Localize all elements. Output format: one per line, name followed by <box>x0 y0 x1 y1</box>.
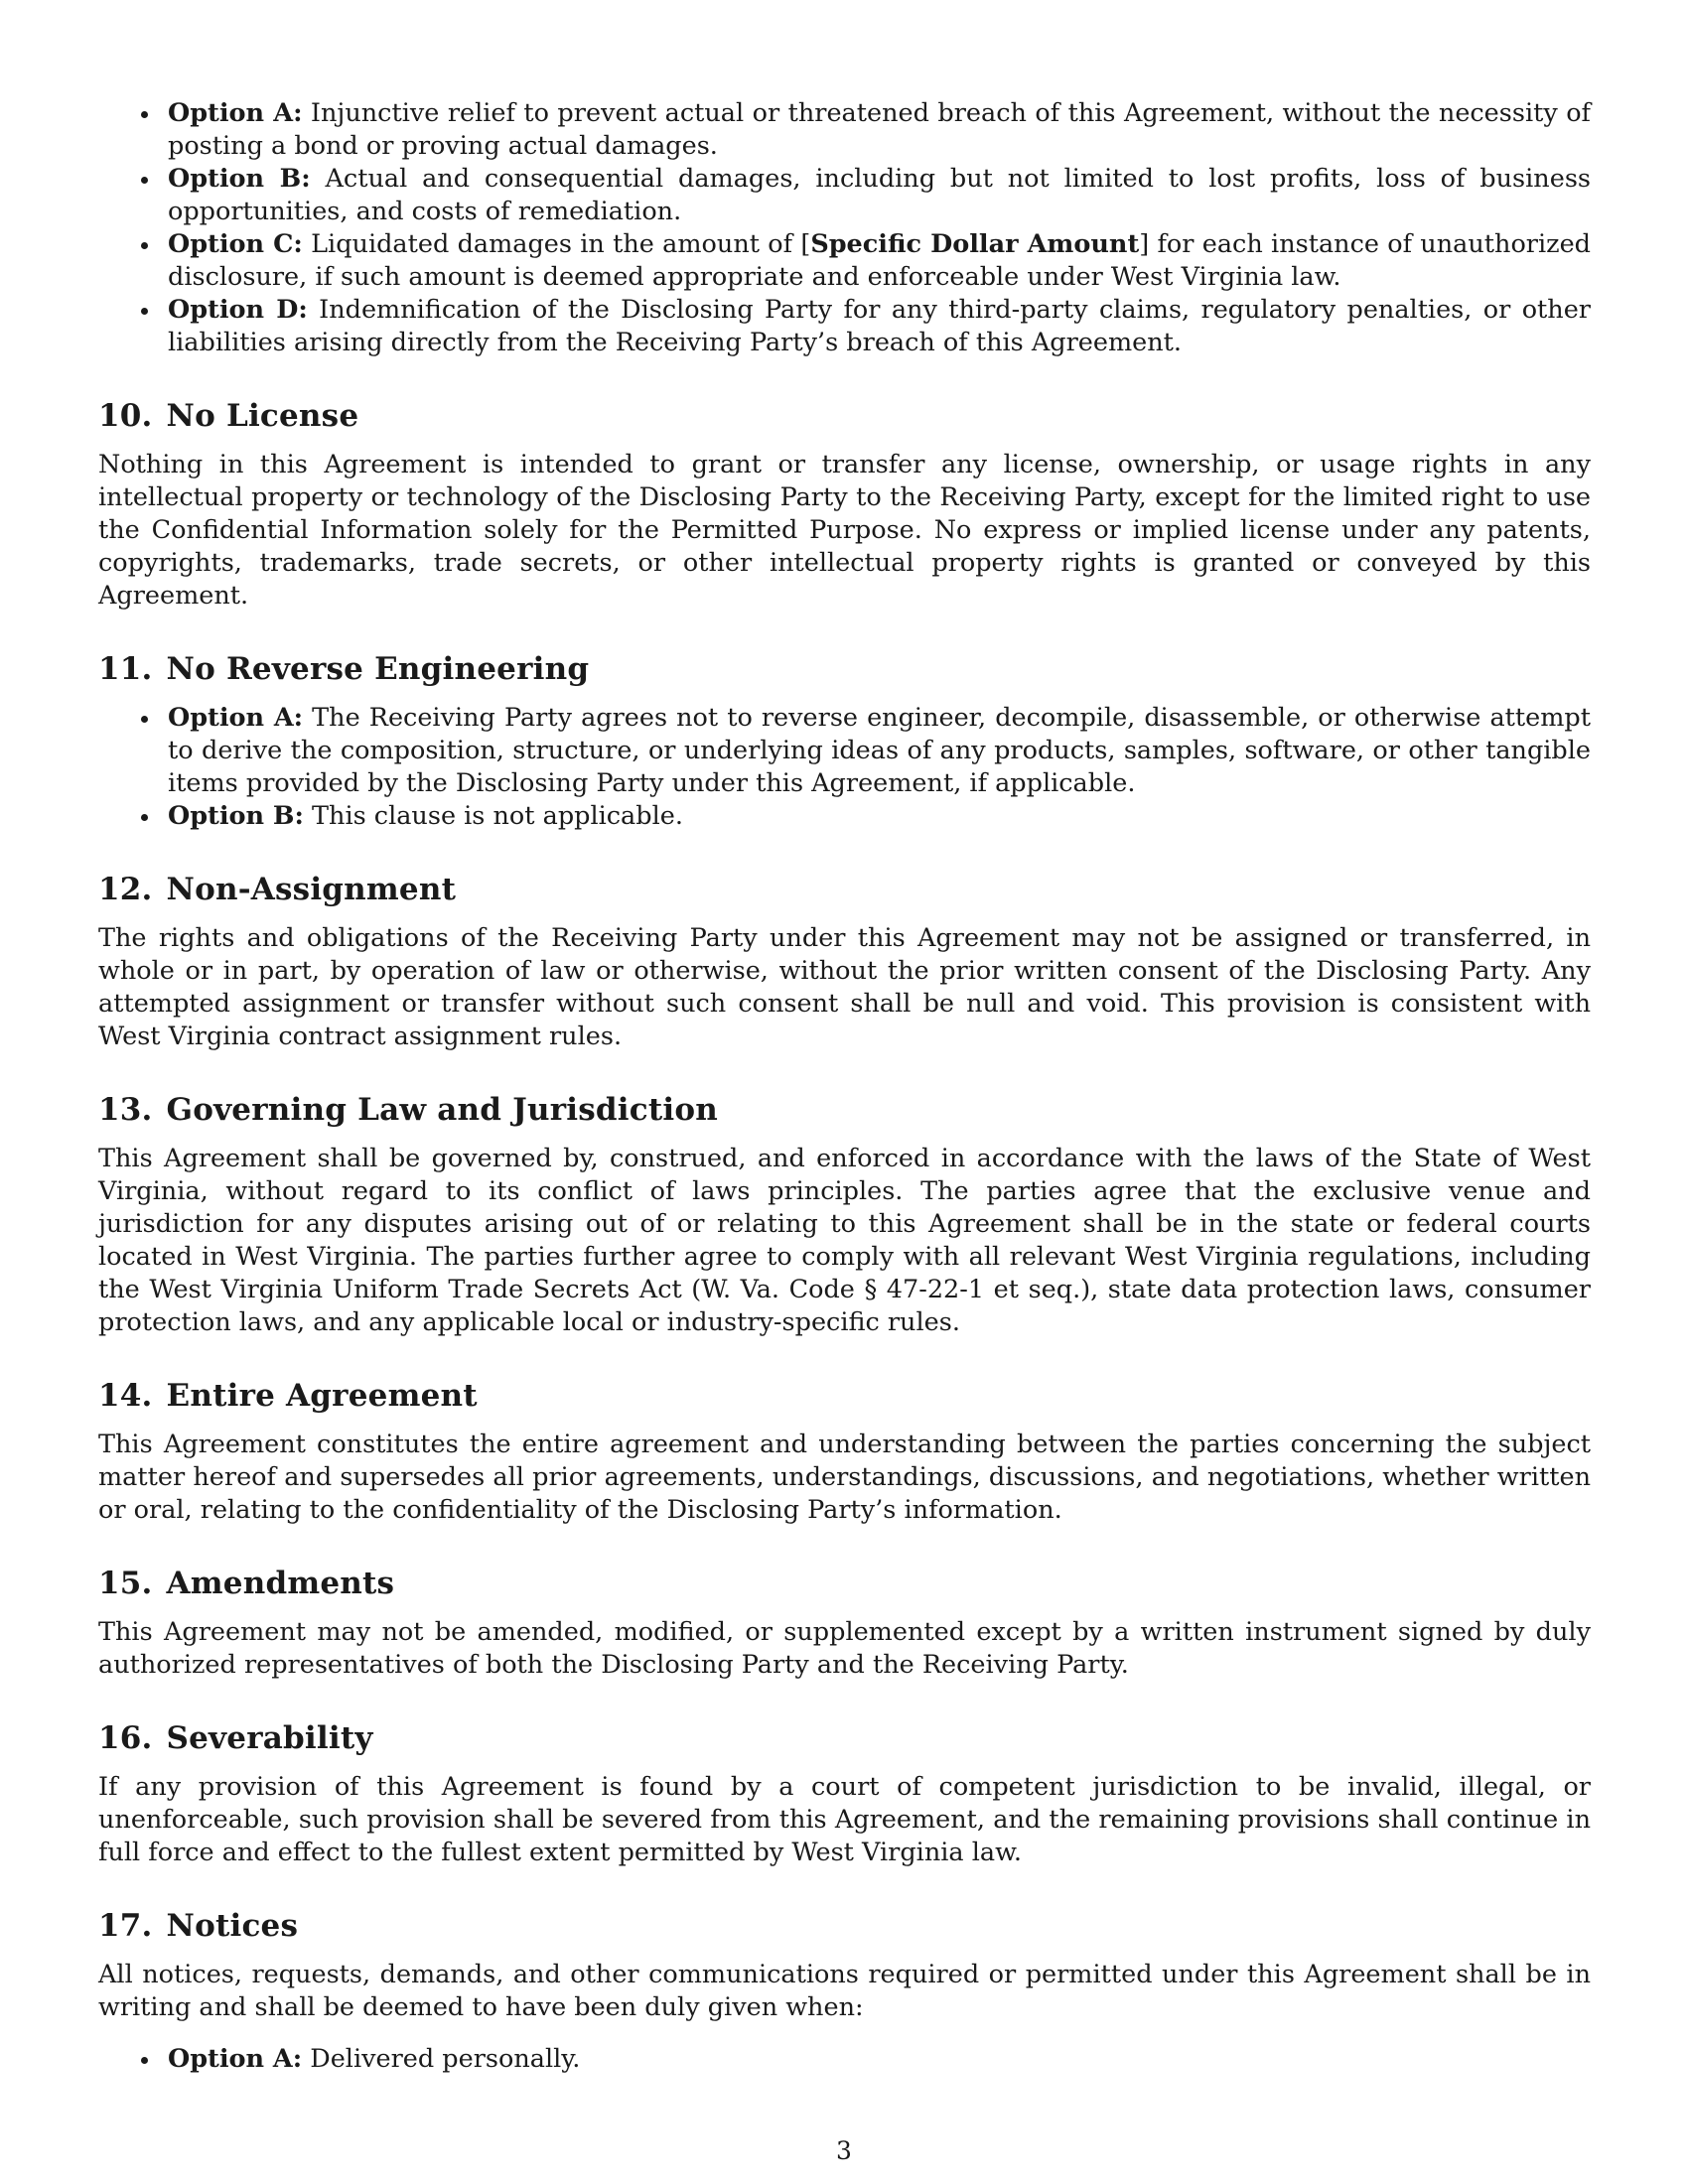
option-text: This clause is not applicable. <box>303 801 683 831</box>
remedy-option-a <box>168 97 1591 163</box>
section-title: No License <box>166 398 359 434</box>
section-heading <box>98 1377 1591 1415</box>
remedy-option-d <box>168 294 1591 359</box>
section-number: 11. <box>98 651 153 687</box>
remedy-option-c <box>168 228 1591 294</box>
option-list <box>98 702 1591 833</box>
section-title: Amendments <box>166 1566 395 1601</box>
section-heading <box>98 1719 1591 1757</box>
option-label: Option B: <box>168 801 304 831</box>
section-number: 15. <box>98 1566 153 1601</box>
section-number: 13. <box>98 1092 153 1128</box>
option-text: Delivered personally. <box>302 2044 581 2074</box>
remedies-option-list <box>98 97 1591 359</box>
section-heading <box>98 871 1591 908</box>
section-severability <box>98 1719 1591 1869</box>
section-no-reverse-engineering <box>98 650 1591 833</box>
section-notices <box>98 1907 1591 2076</box>
option-label: Option A: <box>168 98 303 128</box>
option-label: Option C: <box>168 229 303 259</box>
section-amendments <box>98 1565 1591 1682</box>
section-heading <box>98 650 1591 688</box>
option-label: Option A: <box>168 703 304 733</box>
option-text: The Receiving Party agrees not to reverse engineer, decompile, disassemble, or otherwise attempt to derive the composition, structure, or underlying ideas of any products, samples, software, or other tangible items provided by the Disclosing Party under this Agreement, if applicable. <box>168 703 1591 798</box>
section-body: Nothing in this Agreement is intended to grant or transfer any license, ownership, or usage rights in any intellectual property or technology of the Disclosing Party to the Receiving Party, except for the limited right to use the Confidential Information solely for the Permitted Purpose. No express or implied license under any patents, copyrights, trademarks, trade secrets, or other intellectual property rights is granted or conveyed by this Agreement. <box>98 450 1591 611</box>
section-number: 16. <box>98 1720 153 1756</box>
page-number: 3 <box>836 2136 852 2165</box>
section-number: 12. <box>98 872 153 907</box>
section-title: Entire Agreement <box>166 1378 478 1414</box>
option-text: Injunctive relief to prevent actual or threatened breach of this Agreement, without the necessity of posting a bond or proving actual damages. <box>168 98 1591 161</box>
amount-placeholder: Specific Dollar Amount <box>810 229 1140 259</box>
section-title: Governing Law and Jurisdiction <box>166 1092 718 1128</box>
section-no-license <box>98 397 1591 613</box>
section-heading <box>98 1091 1591 1129</box>
option-text: Liquidated damages in the amount of [ <box>302 229 811 259</box>
section-heading <box>98 1565 1591 1602</box>
option-text: ] for each instance of unauthorized disclosure, if such amount is deemed appropriate and enforceable under West Virginia law. <box>168 229 1591 292</box>
option-text: Indemnification of the Disclosing Party for any third-party claims, regulatory penalties, or other liabilities arising directly from the Receiving Party’s breach of this Agreement. <box>168 295 1591 357</box>
option-b <box>168 800 1591 833</box>
section-body: The rights and obligations of the Receiving Party under this Agreement may not be assigned or transferred, in whole or in part, by operation of law or otherwise, without the prior written consent of the Disclosing Party. Any attempted assignment or transfer without such consent shall be null and void. This provision is consistent with West Virginia contract assignment rules. <box>98 923 1591 1051</box>
option-label: Option B: <box>168 164 311 194</box>
option-label: Option D: <box>168 295 308 325</box>
section-title: Severability <box>166 1720 373 1756</box>
option-label: Option A: <box>168 2044 303 2074</box>
section-title: No Reverse Engineering <box>166 651 590 687</box>
section-heading <box>98 1907 1591 1945</box>
section-number: 10. <box>98 398 153 434</box>
section-body: If any provision of this Agreement is found by a court of competent jurisdiction to be invalid, illegal, or unenforceable, such provision shall be severed from this Agreement, and the remaining provisions shall continue in full force and effect to the fullest extent permitted by West Virginia law. <box>98 1772 1591 1867</box>
section-body: This Agreement shall be governed by, construed, and enforced in accordance with the laws of the State of West Virginia, without regard to its conflict of laws principles. The parties agree that the exclusive venue and jurisdiction for any disputes arising out of or relating to this Agreement shall be in the state or federal courts located in West Virginia. The parties further agree to comply with all relevant West Virginia regulations, including the West Virginia Uniform Trade Secrets Act (W. Va. Code § 47-22-1 et seq.), state data protection laws, consumer protection laws, and any applicable local or industry-specific rules. <box>98 1144 1591 1337</box>
option-list <box>98 2043 1591 2076</box>
option-text: Actual and consequential damages, including but not limited to lost profits, loss of business opportunities, and costs of remediation. <box>168 164 1591 226</box>
section-governing-law <box>98 1091 1591 1339</box>
section-non-assignment <box>98 871 1591 1053</box>
option-a <box>168 2043 1591 2076</box>
section-body: This Agreement may not be amended, modified, or supplemented except by a written instrument signed by duly authorized representatives of both the Disclosing Party and the Receiving Party. <box>98 1617 1591 1680</box>
section-title: Non-Assignment <box>166 872 457 907</box>
remedy-option-b <box>168 163 1591 228</box>
section-title: Notices <box>166 1908 299 1944</box>
option-a <box>168 702 1591 800</box>
section-body: All notices, requests, demands, and other communications required or permitted under this Agreement shall be in writing and shall be deemed to have been duly given when: <box>98 1960 1591 2022</box>
section-number: 17. <box>98 1908 153 1944</box>
section-entire-agreement <box>98 1377 1591 1527</box>
section-heading <box>98 397 1591 435</box>
section-number: 14. <box>98 1378 153 1414</box>
section-body: This Agreement constitutes the entire agreement and understanding between the parties concerning the subject matter hereof and supersedes all prior agreements, understandings, discussions, and negotiations, whether written or oral, relating to the confidentiality of the Disclosing Party’s information. <box>98 1430 1591 1525</box>
